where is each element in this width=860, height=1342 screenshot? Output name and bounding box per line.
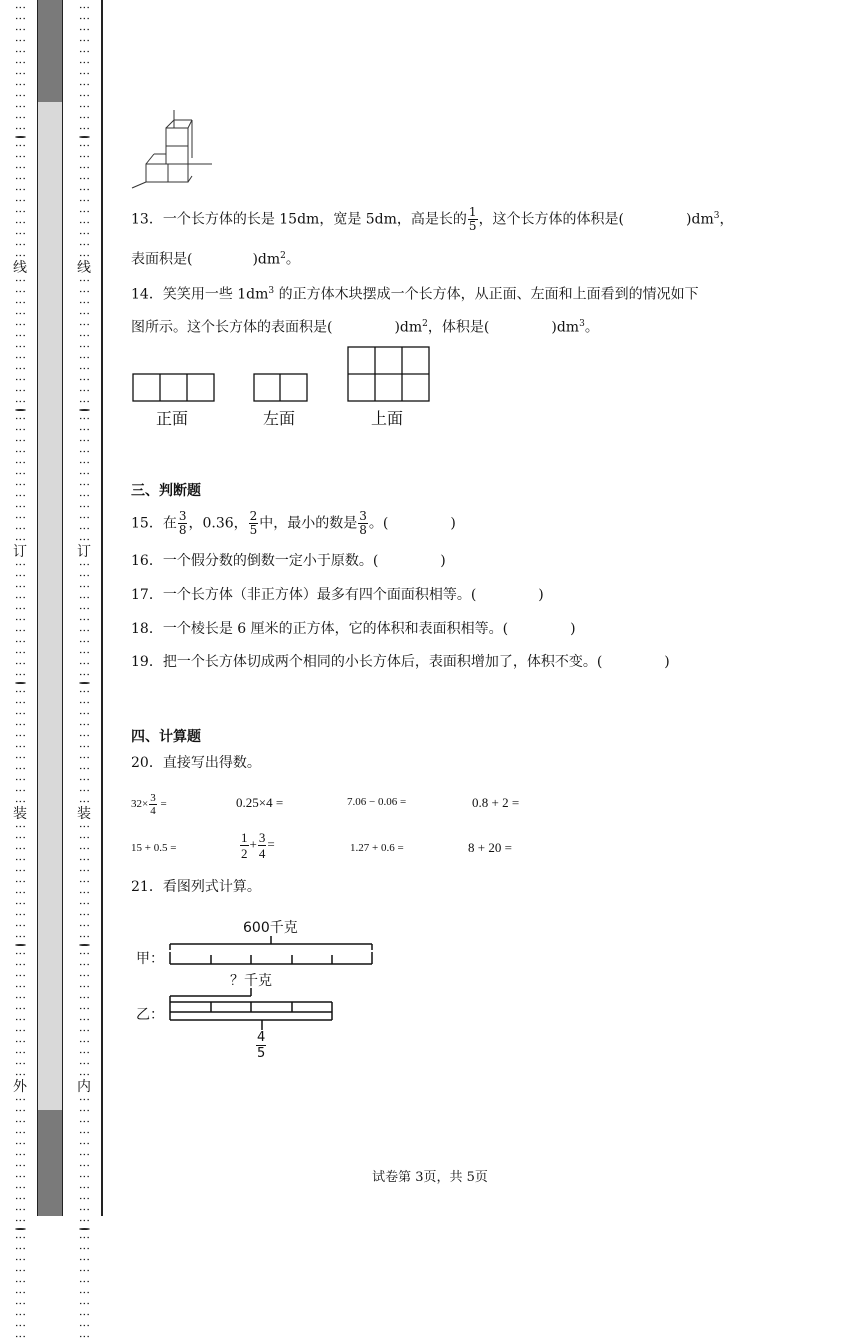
circle-mark (15, 136, 26, 138)
q15-text: ) (450, 515, 456, 532)
fraction (178, 510, 188, 537)
fraction (258, 830, 267, 861)
margin-label: 订 (13, 544, 27, 560)
fraction-numerator: 3 (150, 792, 156, 804)
diagram-fraction (255, 1030, 267, 1061)
margin-band-dark (38, 0, 62, 102)
q14-text: 的正方体木块摆成一个长方体，从正面、左面和上面看到的情况如下 (274, 286, 699, 303)
q13-text: ， (719, 211, 734, 228)
q13-text: 。 (285, 251, 300, 268)
margin-border-right (62, 0, 63, 1216)
fraction (249, 510, 259, 537)
section-title-calculation: 四、计算题 (131, 729, 201, 745)
calc-text: 32× (131, 798, 149, 811)
q15-text: 。( (368, 515, 389, 532)
outer-margin-column: ⋮⋮⋮⋮⋮⋮⋮⋮⋮⋮⋮⋮ ⋮⋮⋮⋮⋮⋮⋮⋮⋮⋮⋮ 线 ⋮⋮⋮⋮⋮⋮⋮⋮⋮⋮⋮⋮ ⋮⋮⋮⋮⋮⋮⋮⋮⋮⋮⋮⋮ 订 ⋮⋮⋮⋮⋮⋮⋮⋮⋮⋮⋮ ⋮⋮⋮⋮⋮⋮⋮⋮⋮⋮⋮ 装 ⋮⋮⋮⋮⋮⋮⋮⋮⋮⋮⋮ ⋮⋮⋮⋮⋮⋮⋮⋮⋮⋮⋮⋮ 外 ⋮⋮⋮⋮⋮⋮⋮⋮⋮⋮⋮⋮ ⋮⋮⋮⋮⋮⋮⋮⋮⋮⋮ (13, 2, 27, 1342)
section-title-judgement: 三、判断题 (131, 483, 201, 499)
circle-mark (79, 136, 90, 138)
q14-text: ，体积是( (427, 319, 490, 336)
calc-item: 7.06 − 0.06 = (347, 796, 407, 808)
q19-text: ) (664, 654, 670, 670)
calc-item: 1.27 + 0.6 = (350, 842, 404, 854)
fraction-denominator: 4 (258, 846, 266, 861)
page-footer: 试卷第 3页，共 5页 (372, 1170, 488, 1185)
fraction (240, 830, 249, 861)
question-19 (131, 652, 670, 672)
view-grids (130, 344, 432, 404)
q15-text: ，0.36， (188, 515, 248, 532)
view-label-top: 上面 (371, 409, 404, 428)
fraction (256, 1030, 266, 1061)
q14-text: )dm (394, 319, 423, 336)
q18-text: ) (570, 621, 576, 637)
q14-text: )dm (551, 319, 580, 336)
q13-text: )dm (686, 211, 714, 228)
view-label-front: 正面 (156, 409, 189, 428)
question-13-line2 (131, 246, 300, 270)
calc-text: + (249, 836, 257, 852)
circle-mark (15, 1228, 26, 1230)
question-21-title: 21．看图列式计算。 (131, 879, 261, 895)
superscript: 3 (268, 286, 275, 296)
fraction-numerator: 1 (241, 830, 248, 845)
question-18 (131, 619, 576, 639)
q13-text: 表面积是( (131, 251, 193, 268)
margin-label: 订 (77, 544, 91, 560)
question-20-title: 20．直接写出得数。 (131, 755, 261, 771)
calc-item: 0.8 + 2 = (472, 795, 520, 810)
margin-label: 装 (77, 806, 91, 822)
fraction-denominator: 2 (241, 846, 248, 861)
calc-item: 8 + 20 = (468, 840, 512, 855)
q19-text: 19．把一个长方体切成两个相同的小长方体后，表面积增加了，体积不变。( (131, 654, 603, 670)
question-17 (131, 585, 544, 605)
margin-label: 外 (13, 1079, 27, 1095)
q13-text: 13．一个长方体的长是 15dm，宽是 5dm，高是长的 (131, 211, 467, 228)
fraction-denominator: 5 (249, 523, 258, 537)
question-15 (131, 510, 456, 537)
calc-item (239, 830, 275, 861)
superscript: 2 (422, 319, 428, 329)
fraction (358, 510, 368, 537)
calc-item: 15 + 0.5 = (131, 842, 177, 854)
fraction-numerator: 3 (258, 830, 266, 845)
q15-text: 中，最小的数是 (259, 515, 358, 532)
circle-mark (15, 682, 26, 684)
q17-text: ) (538, 587, 544, 603)
q13-text: ，这个长方体的体积是( (478, 211, 625, 228)
calc-text: = (267, 836, 275, 852)
calc-item (131, 792, 167, 817)
inner-margin-column: ⋮⋮⋮⋮⋮⋮⋮⋮⋮⋮⋮⋮ ⋮⋮⋮⋮⋮⋮⋮⋮⋮⋮⋮ 线 ⋮⋮⋮⋮⋮⋮⋮⋮⋮⋮⋮⋮ ⋮⋮⋮⋮⋮⋮⋮⋮⋮⋮⋮⋮ 订 ⋮⋮⋮⋮⋮⋮⋮⋮⋮⋮⋮ ⋮⋮⋮⋮⋮⋮⋮⋮⋮⋮⋮ 装 ⋮⋮⋮⋮⋮⋮⋮⋮⋮⋮⋮ ⋮⋮⋮⋮⋮⋮⋮⋮⋮⋮⋮⋮ 内 ⋮⋮⋮⋮⋮⋮⋮⋮⋮⋮⋮⋮ ⋮⋮⋮⋮⋮⋮⋮⋮⋮⋮ (77, 2, 91, 1342)
fraction-denominator: 8 (359, 523, 367, 537)
q14-text: 图所示。这个长方体的表面积是( (131, 319, 333, 336)
diagram-label-unknown: ？千克 (230, 973, 272, 989)
superscript: 3 (713, 211, 720, 221)
fraction-denominator: 5 (257, 1046, 266, 1061)
fraction-denominator: 5 (468, 219, 477, 234)
margin-border-outer (101, 0, 103, 1216)
view-label-left: 左面 (263, 409, 296, 428)
fraction (468, 206, 478, 233)
superscript: 2 (280, 251, 286, 261)
margin-band-dark (38, 1110, 62, 1216)
q15-text: 15．在 (131, 515, 177, 532)
calc-text: = (157, 798, 167, 811)
q14-text: 14．笑笑用一些 1dm (131, 286, 269, 303)
margin-label: 线 (77, 260, 91, 276)
q16-text: 16．一个假分数的倒数一定小于原数。( (131, 553, 379, 569)
question-14-line1 (131, 281, 699, 305)
q14-text: 。 (584, 319, 599, 336)
margin-band-light (38, 102, 62, 1110)
superscript: 3 (579, 319, 585, 329)
question-16 (131, 551, 446, 571)
circle-mark (79, 409, 90, 411)
fraction-denominator: 8 (178, 523, 187, 537)
q17-text: 17．一个长方体（非正方体）最多有四个面面积相等。( (131, 587, 477, 603)
fraction (149, 792, 157, 817)
calc-item: 0.25×4 = (236, 795, 284, 810)
fraction-numerator: 2 (249, 509, 258, 523)
circle-mark (79, 682, 90, 684)
circle-mark (15, 944, 26, 946)
margin-label: 线 (13, 260, 27, 276)
fraction-denominator: 4 (150, 805, 156, 817)
cube-figure (128, 108, 218, 190)
q18-text: 18．一个棱长是 6 厘米的正方体，它的体积和表面积相等。( (131, 621, 509, 637)
circle-mark (79, 1228, 90, 1230)
question-14-line2 (131, 314, 599, 338)
q13-text: )dm (252, 251, 281, 268)
fraction-numerator: 1 (468, 205, 477, 220)
margin-label: 内 (77, 1079, 91, 1095)
diagram-label-total: 600千克 (243, 920, 298, 936)
circle-mark (15, 409, 26, 411)
q16-text: ) (440, 553, 446, 569)
diagram-label-yi: 乙： (136, 1007, 164, 1023)
question-13-line1 (131, 206, 733, 233)
fraction-numerator: 3 (359, 509, 367, 523)
fraction-numerator: 3 (178, 509, 187, 523)
fraction-numerator: 4 (257, 1030, 266, 1045)
diagram-label-jia: 甲： (136, 951, 164, 967)
circle-mark (79, 944, 90, 946)
margin-label: 装 (13, 806, 27, 822)
